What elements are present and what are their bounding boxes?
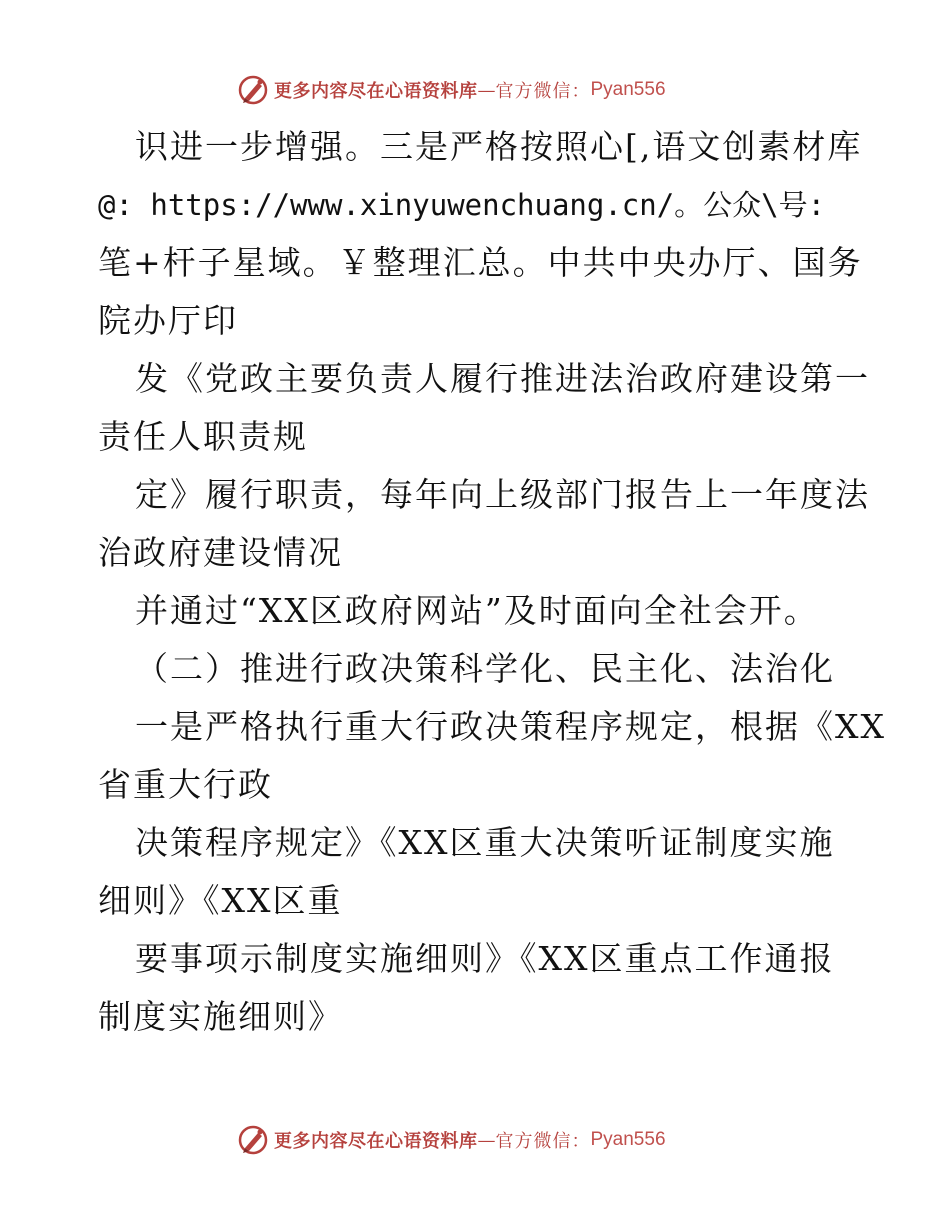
- text-line: 笔+杆子星域。￥整理汇总。中共中央办厅、国务: [98, 243, 863, 282]
- text-line: 识进一步增强。三是严格按照心[,语文创素材库: [135, 127, 863, 166]
- banner-dash: —: [477, 1129, 496, 1151]
- text-line: 定》履行职责，每年向上级部门报告上一年度法: [135, 475, 870, 514]
- text-line: 制度实施细则》: [98, 997, 343, 1036]
- text-line: 要事项示制度实施细则》《XX区重点工作通报: [135, 939, 835, 978]
- text-line: 发《党政主要负责人履行推进法治政府建设第一: [135, 359, 870, 398]
- text-line: 治政府建设情况: [98, 533, 343, 572]
- pen-logo-icon: [236, 73, 270, 107]
- banner-dash: —: [477, 79, 496, 101]
- banner-wechat-id: Pyan556: [590, 1129, 666, 1150]
- text-line: 细则》《XX区重: [98, 881, 343, 920]
- banner-wechat-id: Pyan556: [590, 79, 666, 100]
- pen-logo-icon: [236, 1123, 270, 1157]
- banner-brand-text: 更多内容尽在心语资料库: [274, 1131, 478, 1152]
- text-line: 省重大行政: [98, 765, 273, 804]
- footer-banner: [236, 1122, 716, 1158]
- text-line-url: @: https://www.xinyuwenchuang.cn/。公众\号:: [98, 188, 826, 222]
- text-line: 院办厅印: [98, 301, 238, 340]
- banner-official-label: 官方微信：: [495, 1131, 591, 1152]
- document-body: [98, 118, 886, 1046]
- section-heading: （二）推进行政决策科学化、民主化、法治化: [135, 649, 835, 688]
- text-line: 责任人职责规: [98, 417, 308, 456]
- banner-official-label: 官方微信：: [495, 81, 591, 102]
- text-line: 并通过“XX区政府网站”及时面向全社会开。: [135, 591, 819, 630]
- text-line: 决策程序规定》《XX区重大决策听证制度实施: [135, 823, 835, 862]
- banner-brand-text: 更多内容尽在心语资料库: [274, 81, 478, 102]
- text-line: 一是严格执行重大行政决策程序规定，根据《XX: [135, 707, 886, 746]
- header-banner: [236, 72, 716, 108]
